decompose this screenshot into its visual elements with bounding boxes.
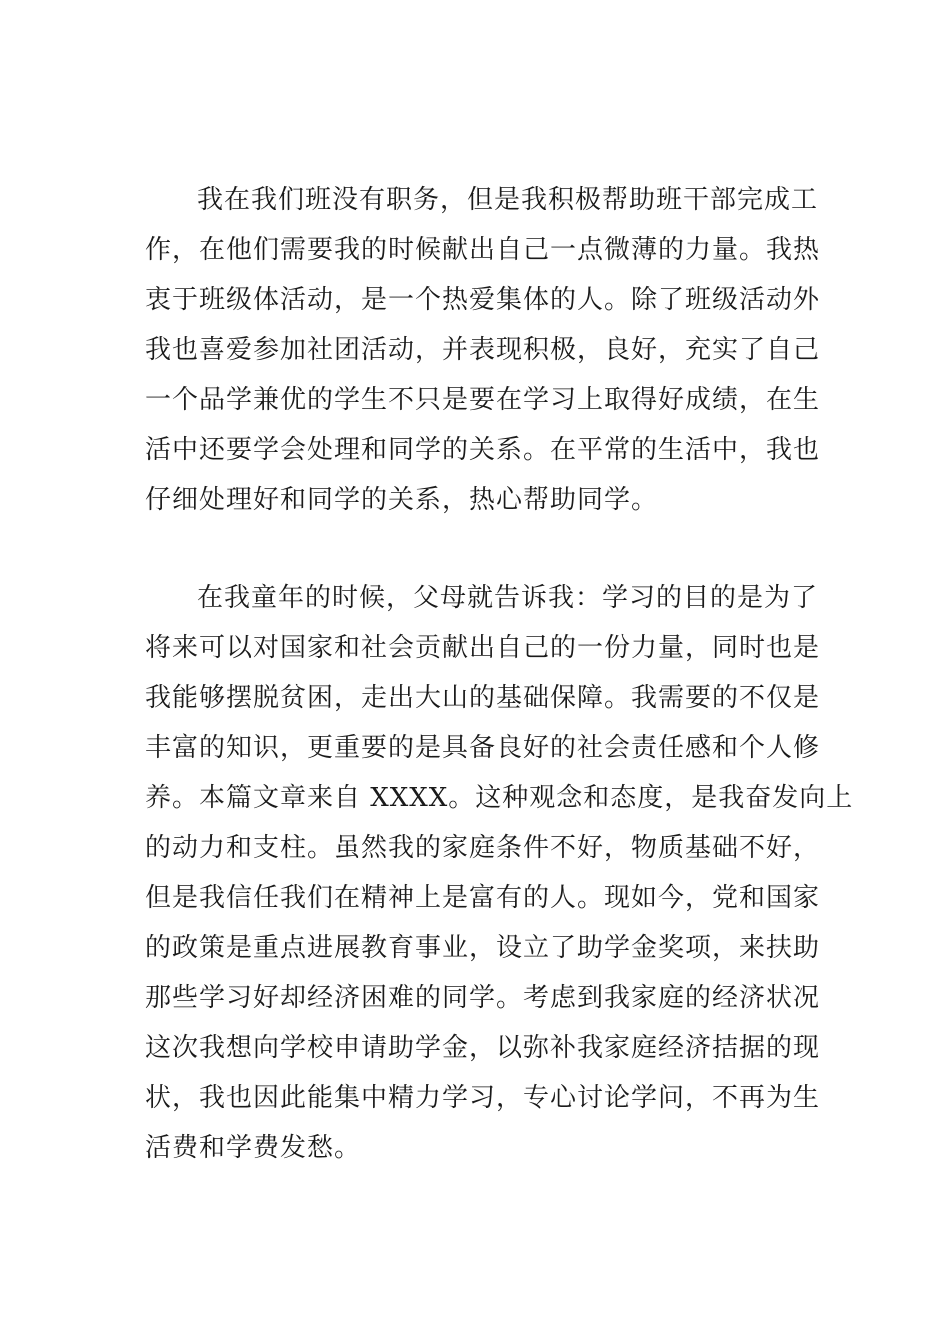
text-line: 的动力和支柱。虽然我的家庭条件不好，物质基础不好， [145,833,821,863]
text-line: 仔细处理好和同学的关系，热心帮助同学。 [145,485,659,515]
text-line: 我在我们班没有职务，但是我积极帮助班干部完成工 [197,185,819,215]
paragraph-1 [145,175,821,525]
text-line: 我也喜爱参加社团活动，并表现积极，良好，充实了自己 [145,335,821,365]
text-line: 但是我信任我们在精神上是富有的人。现如今，党和国家 [145,883,821,913]
text-line: 活费和学费发愁。 [145,1133,362,1163]
text-line: 的政策是重点进展教育事业，设立了助学金奖项，来扶助 [145,933,821,963]
text-line: 一个品学兼优的学生不只是要在学习上取得好成绩，在生 [145,385,821,415]
text-line: 那些学习好却经济困难的同学。考虑到我家庭的经济状况 [145,983,821,1013]
text-line: 我能够摆脱贫困，走出大山的基础保障。我需要的不仅是 [145,683,821,713]
text-line: 养。本篇文章来自 XXXX。这种观念和态度，是我奋发向上 [145,783,854,813]
text-line: 活中还要学会处理和同学的关系。在平常的生活中，我也 [145,435,821,465]
text-line: 作，在他们需要我的时候献出自己一点微薄的力量。我热 [145,235,821,265]
text-line: 丰富的知识，更重要的是具备良好的社会责任感和个人修 [145,733,821,763]
text-line: 衷于班级体活动，是一个热爱集体的人。除了班级活动外 [145,285,821,315]
text-line: 这次我想向学校申请助学金，以弥补我家庭经济拮据的现 [145,1033,821,1063]
text-line: 状，我也因此能集中精力学习，专心讨论学问，不再为生 [145,1083,821,1113]
text-line: 将来可以对国家和社会贡献出自己的一份力量，同时也是 [145,633,821,663]
paragraph-2 [145,573,854,1173]
text-line: 在我童年的时候，父母就告诉我：学习的目的是为了 [197,583,819,613]
